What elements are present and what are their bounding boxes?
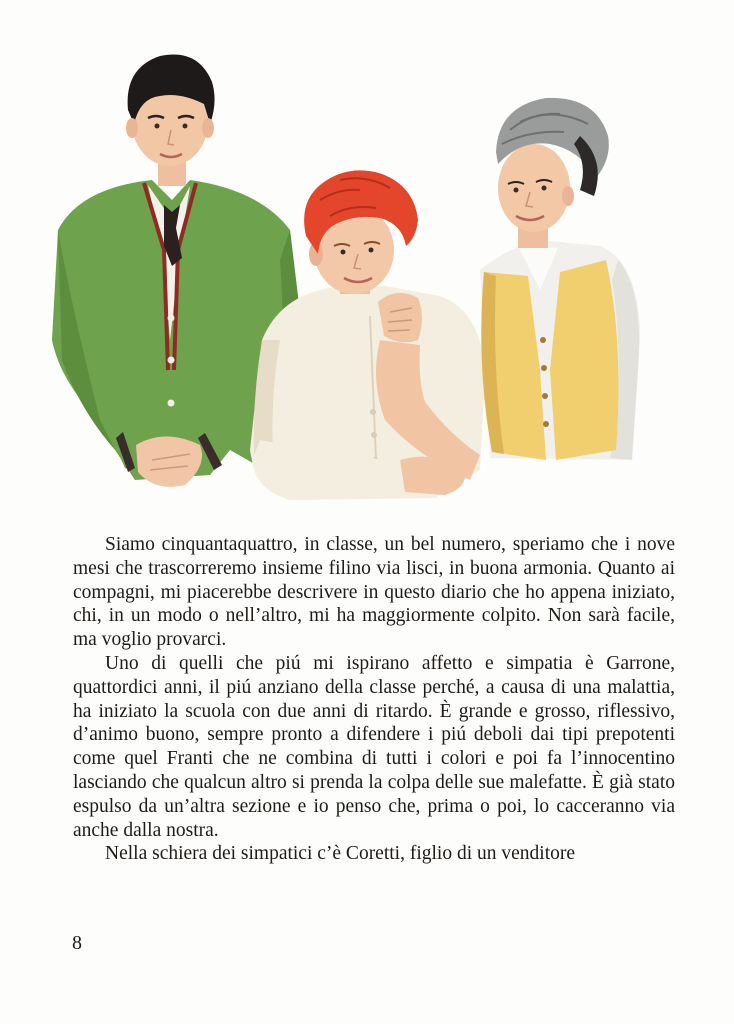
paragraph-2: Uno di quelli che piú mi ispirano affetto e simpatia è Garrone, quattordici anni, il piú anziano della classe perché, a causa di una malattia, ha iniziato la scuola con due anni di ritardo. È grande e grosso, riflessivo, d’animo buono, sempre pronto a difendere i piú deboli dai tipi prepotenti come quel Franti che ne combina di tutti i colori e poi fa l’innocentino lasciando che qualcun altro si prenda la colpa delle sue malefatte. È già stato espulso da un’altra sezione e io penso che, prima o poi, lo cacceranno via anche dalla nostra.: [73, 652, 675, 841]
illustration-three-boys: [40, 40, 680, 510]
body-text: [73, 533, 675, 866]
page-number: 8: [72, 932, 82, 954]
boy-yellow-vest: [480, 98, 640, 460]
paragraph-1: Siamo cinquantaquattro, in classe, un bel numero, speriamo che i nove mesi che trascorreremo insieme filino via lisci, in buona armonia. Quanto ai compagni, mi piacerebbe descrivere in questo diario che ho appena iniziato, chi, in un modo o nell’altro, mi ha maggiormente colpito. Non sarà facile, ma voglio provarci.: [73, 534, 675, 651]
boy-red-hair: [250, 170, 485, 500]
paragraph-3: Nella schiera dei simpatici c’è Coretti, figlio di un venditore: [105, 843, 576, 865]
